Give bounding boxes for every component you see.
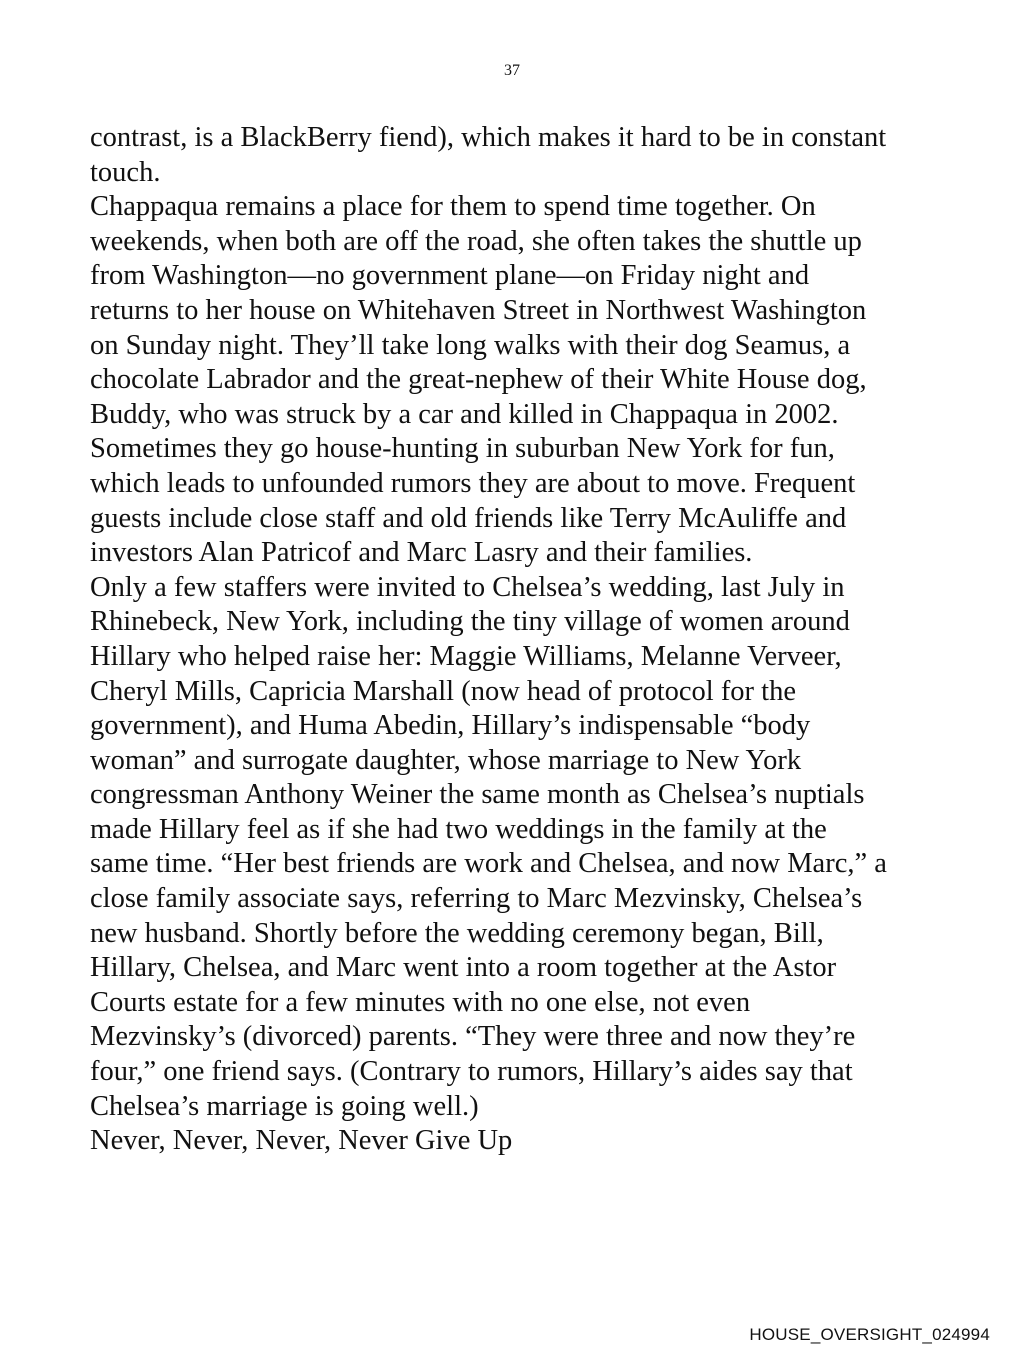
text-line: congressman Anthony Weiner the same month as Chelsea’s nuptials xyxy=(90,779,865,811)
text-line: new husband. Shortly before the wedding ceremony began, Bill, xyxy=(90,917,824,949)
text-line: made Hillary feel as if she had two weddings in the family at the xyxy=(90,813,827,845)
text-line: Hillary, Chelsea, and Marc went into a room together at the Astor xyxy=(90,952,837,984)
text-line: close family associate says, referring to Marc Mezvinsky, Chelsea’s xyxy=(90,883,863,915)
text-line: on Sunday night. They’ll take long walks with their dog Seamus, a xyxy=(90,329,851,361)
text-line: touch. xyxy=(90,156,161,188)
text-line: guests include close staff and old friends like Terry McAuliffe and xyxy=(90,502,847,534)
text-line: chocolate Labrador and the great-nephew of their White House dog, xyxy=(90,364,867,396)
text-line: weekends, when both are off the road, she often takes the shuttle up xyxy=(90,225,862,257)
text-line: Mezvinsky’s (divorced) parents. “They were three and now they’re xyxy=(90,1021,856,1053)
section-heading: Never, Never, Never, Never Give Up xyxy=(90,1125,513,1157)
text-line: Courts estate for a few minutes with no one else, not even xyxy=(90,986,751,1018)
text-line: Cheryl Mills, Capricia Marshall (now head of protocol for the xyxy=(90,675,796,707)
text-line: from Washington—no government plane—on Friday night and xyxy=(90,260,810,292)
text-line: Rhinebeck, New York, including the tiny village of women around xyxy=(90,606,850,638)
text-line: Only a few staffers were invited to Chelsea’s wedding, last July in xyxy=(90,571,845,603)
text-line: Buddy, who was struck by a car and killed in Chappaqua in 2002. xyxy=(90,398,839,430)
page-number: 37 xyxy=(504,62,520,79)
bates-number: HOUSE_OVERSIGHT_024994 xyxy=(749,1325,990,1344)
text-line: Sometimes they go house-hunting in suburban New York for fun, xyxy=(90,433,835,465)
text-line: four,” one friend says. (Contrary to rumors, Hillary’s aides say that xyxy=(90,1056,853,1088)
text-line: returns to her house on Whitehaven Street in Northwest Washington xyxy=(90,294,867,326)
text-line: government), and Huma Abedin, Hillary’s indispensable “body xyxy=(90,710,811,742)
text-line: same time. “Her best friends are work and Chelsea, and now Marc,” a xyxy=(90,848,887,880)
text-line: which leads to unfounded rumors they are about to move. Frequent xyxy=(90,467,856,499)
document-body xyxy=(90,121,940,1159)
text-line: woman” and surrogate daughter, whose marriage to New York xyxy=(90,744,802,776)
text-line: contrast, is a BlackBerry fiend), which makes it hard to be in constant xyxy=(90,122,887,153)
text-line: investors Alan Patricof and Marc Lasry and their families. xyxy=(90,537,753,569)
text-line: Chelsea’s marriage is going well.) xyxy=(90,1090,479,1122)
text-line: Hillary who helped raise her: Maggie Williams, Melanne Verveer, xyxy=(90,640,842,672)
text-line: Chappaqua remains a place for them to spend time together. On xyxy=(90,191,816,223)
